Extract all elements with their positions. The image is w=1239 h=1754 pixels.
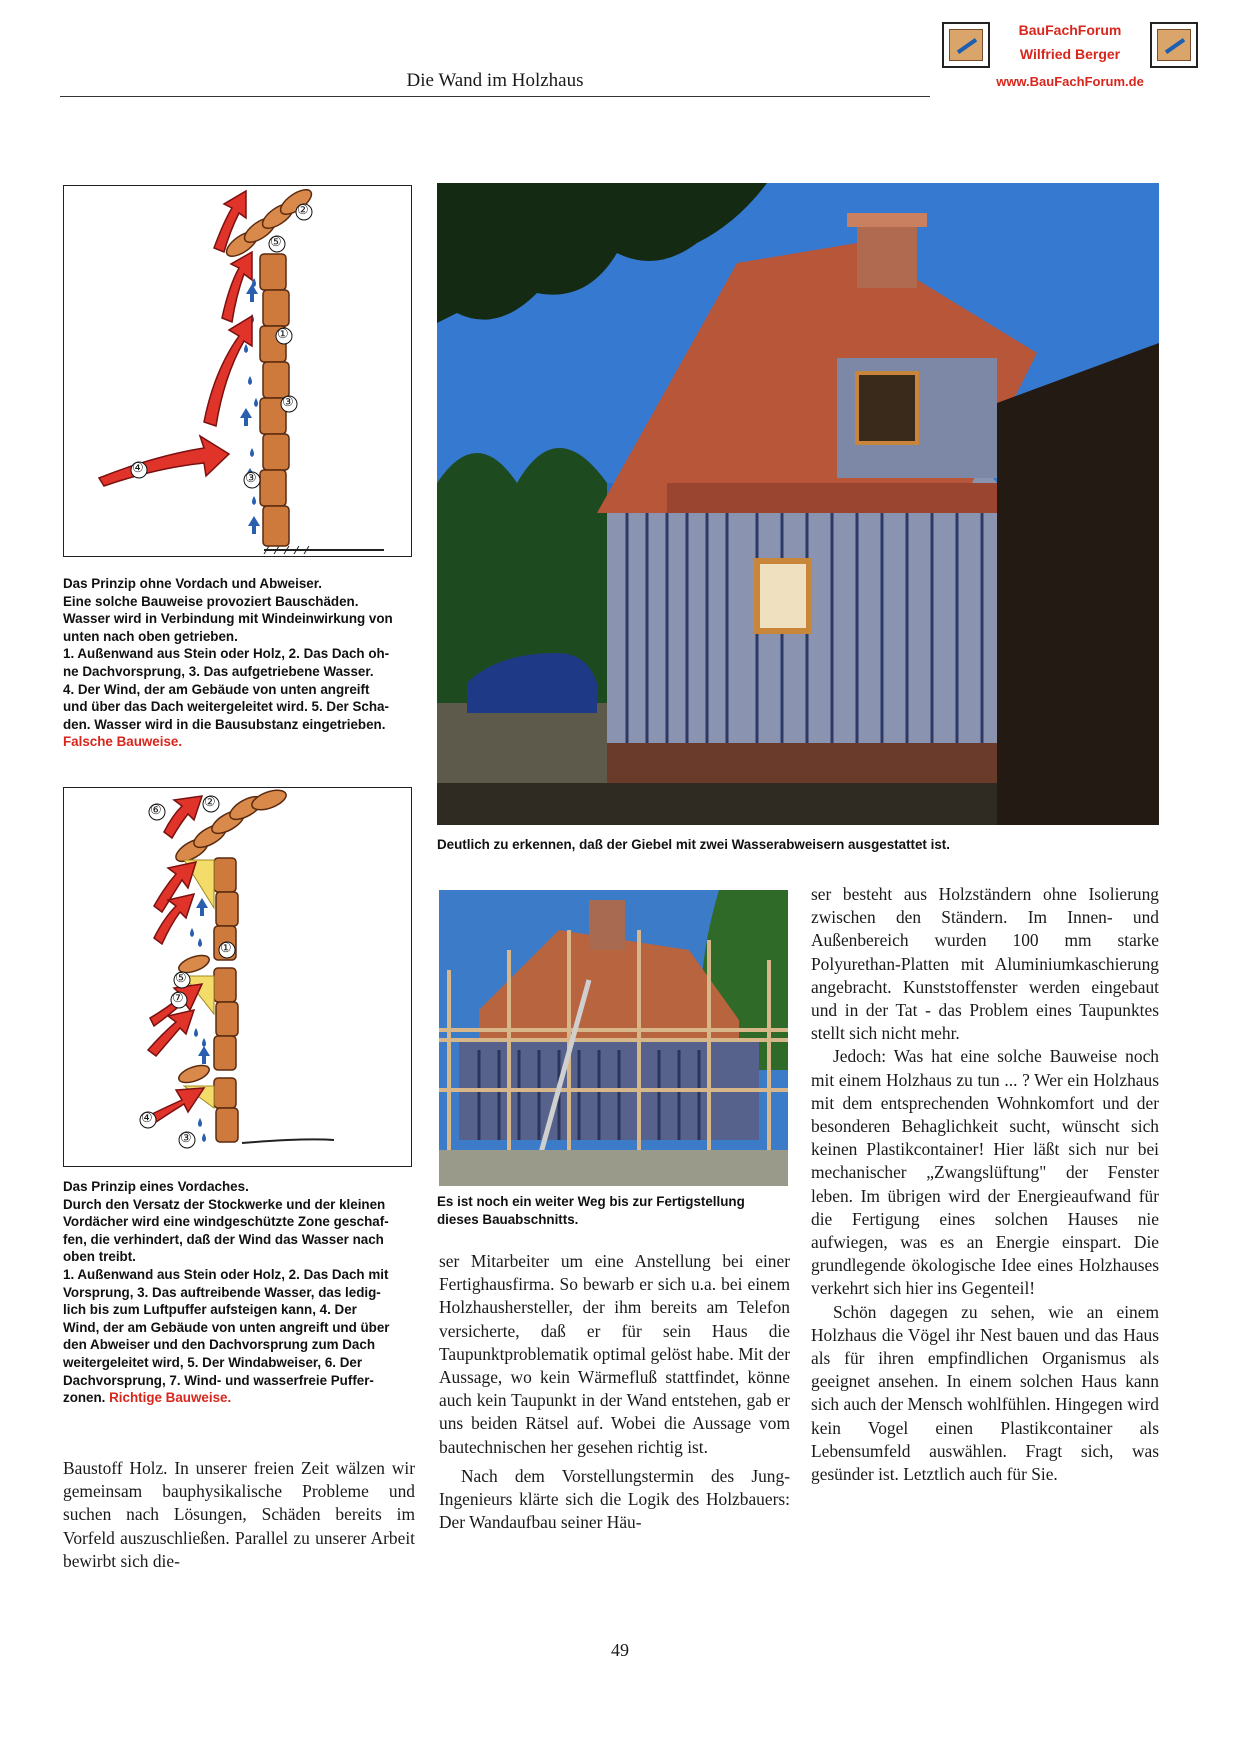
caption2-last-prefix: zonen. bbox=[63, 1390, 106, 1406]
caption1-line: Wasser wird in Verbindung mit Windeinwirkung von bbox=[63, 611, 393, 627]
diagram2-label-4: ④ bbox=[141, 1110, 153, 1125]
forum-logo-left-icon bbox=[942, 22, 990, 68]
forum-stamp[interactable] bbox=[940, 14, 1200, 94]
photo-scaffolding bbox=[439, 890, 788, 1186]
header-rule bbox=[60, 96, 930, 97]
diagram-with-canopy bbox=[63, 787, 412, 1167]
caption2-line: fen, die verhindert, daß der Wind das Wasser nach bbox=[63, 1231, 384, 1247]
caption2-line: Vorsprung, 3. Das auftreibende Wasser, das ledig- bbox=[63, 1284, 381, 1300]
paragraph: Schön dagegen zu sehen, wie an einem Holzhaus die Vögel ihr Nest bauen und das Haus als für ihren empfindlichen Organismus als geeignet ansehen. In einem solchen Haus kann sich auch der Mensch wohlfühlen. Hingegen wird kein Vogel einen Plastikcontainer als Lebensumfeld auswählen. Fragt sich, was gesünder ist. Letztlich auch für Sie. bbox=[811, 1301, 1159, 1485]
diagram1-label-1: ① bbox=[277, 326, 289, 341]
paragraph: Nach dem Vorstellungstermin des Jung-Ingenieurs klärte sich die Logik des Holzbauers: Der Wandaufbau seiner Häu- bbox=[439, 1465, 790, 1533]
column-3-text bbox=[811, 883, 1159, 1486]
caption2-line: Das Prinzip eines Vordaches. bbox=[63, 1179, 249, 1194]
photo2-caption bbox=[437, 1193, 797, 1228]
photo-scaffolding-image bbox=[439, 890, 788, 1186]
caption2-line: Durch den Versatz der Stockwerke und der kleinen bbox=[63, 1196, 386, 1212]
caption1-line: 4. Der Wind, der am Gebäude von unten angreift bbox=[63, 681, 370, 697]
diagram2-label-3: ③ bbox=[180, 1130, 192, 1145]
diagram2-label-7: ⑦ bbox=[172, 990, 184, 1005]
caption2-line: Wind, der am Gebäude von unten angreift und über bbox=[63, 1319, 390, 1335]
diagram1-caption bbox=[63, 575, 415, 751]
caption2-line: 1. Außenwand aus Stein oder Holz, 2. Das Dach mit bbox=[63, 1266, 389, 1282]
forum-name: BauFachForum bbox=[1018, 22, 1122, 38]
column-1-text bbox=[63, 1457, 415, 1573]
diagram2-caption bbox=[63, 1178, 415, 1407]
column-2-text bbox=[439, 1250, 790, 1534]
forum-author: Wilfried Berger bbox=[1019, 46, 1121, 62]
diagram1-label-4: ④ bbox=[132, 460, 144, 475]
caption1-line: ne Dachvorsprung, 3. Das aufgetriebene Wasser. bbox=[63, 663, 374, 679]
paragraph: Baustoff Holz. In unserer freien Zeit wälzen wir gemeinsam bauphysikalische Probleme und suchen nach Lösungen, Schäden bereits im Vorfeld auszuschließen. Parallel zu unserer Arbeit bewirbt sich die- bbox=[63, 1458, 415, 1571]
caption1-line: den. Wasser wird in die Bausubstanz eingetrieben. bbox=[63, 716, 386, 732]
caption2-line: den Abweiser und den Dachvorsprung zum Dach bbox=[63, 1337, 375, 1353]
page-number: 49 bbox=[611, 1640, 629, 1660]
caption1-line: 1. Außenwand aus Stein oder Holz, 2. Das Dach oh- bbox=[63, 646, 390, 662]
caption2-line: lich bis zum Luftpuffer aufsteigen kann, 4. Der bbox=[63, 1302, 357, 1318]
diagram2-label-5: ⑤ bbox=[175, 970, 187, 985]
diagram1-label-5: ⑤ bbox=[270, 234, 282, 249]
photo2-caption-line: Es ist noch ein weiter Weg bis zur Fertigstellung bbox=[437, 1194, 745, 1209]
running-head: Die Wand im Holzhaus bbox=[406, 70, 584, 91]
caption1-line: unten nach oben getrieben. bbox=[63, 628, 238, 644]
caption2-line: oben treibt. bbox=[63, 1249, 136, 1265]
caption1-line: und über das Dach weitergeleitet wird. 5. Der Scha- bbox=[63, 699, 389, 715]
caption1-verdict: Falsche Bauweise. bbox=[63, 734, 183, 750]
caption1-line: Das Prinzip ohne Vordach und Abweiser. bbox=[63, 576, 322, 591]
diagram1-label-3: ③ bbox=[282, 394, 294, 409]
paragraph: ser Mitarbeiter um eine Anstellung bei einer Fertighausfirma. So bewarb er sich u.a. bei einem Holzhaushersteller, der ihm bereits am Telefon versicherte, daß er für sein Haus die Taupunktproblematik optimal gelöst habe. Mit der Aussage, wo kein Wärmefluß stattfindet, könne auch kein Taupunkt in der Wand entstehen, gab er uns beiden Rätsel auf. Wobei die Aussage vom bautechnischen her gesehen richtig ist. bbox=[439, 1251, 790, 1457]
diagram2-label-6: ⑥ bbox=[150, 802, 162, 817]
photo-house-gable bbox=[437, 183, 1159, 825]
caption2-line: weitergeleitet wird, 5. Der Windabweiser, 6. Der bbox=[63, 1354, 363, 1370]
photo1-caption: Deutlich zu erkennen, daß der Giebel mit zwei Wasserabweisern ausgestattet ist. bbox=[437, 837, 950, 852]
caption2-line: Dachvorsprung, 7. Wind- und wasserfreie Puffer- bbox=[63, 1372, 374, 1388]
diagram-with-canopy-drawing bbox=[64, 788, 413, 1168]
photo-house-gable-image bbox=[437, 183, 1159, 825]
caption2-verdict: Richtige Bauweise. bbox=[109, 1390, 232, 1406]
diagram2-label-1: ① bbox=[220, 940, 232, 955]
caption2-line: Vordächer wird eine windgeschützte Zone geschaf- bbox=[63, 1214, 389, 1230]
photo2-caption-line: dieses Bauabschnitts. bbox=[437, 1211, 579, 1227]
diagram-without-canopy-drawing bbox=[64, 186, 413, 558]
forum-logo-right-icon bbox=[1150, 22, 1198, 68]
forum-url-link[interactable]: www.BauFachForum.de bbox=[996, 74, 1144, 89]
paragraph: ser besteht aus Holzständern ohne Isolierung zwischen den Ständern. Im Innen- und Außenbereich wurden 100 mm starke Polyurethan-Platten mit Aluminiumkaschierung angebracht. Kunststoffenster werden eingebaut und in der Tat - das Problem eines Taupunktes stellt sich nicht mehr. bbox=[811, 884, 1159, 1044]
caption1-line: Eine solche Bauweise provoziert Bauschäden. bbox=[63, 593, 359, 609]
diagram2-label-2: ② bbox=[204, 794, 216, 809]
diagram-without-canopy bbox=[63, 185, 412, 557]
diagram1-label-3b: ③ bbox=[245, 470, 257, 485]
caption2-last-line bbox=[63, 1389, 415, 1407]
diagram1-label-2: ② bbox=[297, 202, 309, 217]
paragraph: Jedoch: Was hat eine solche Bauweise noch mit einem Holzhaus zu tun ... ? Wer ein Holzhaus mit dem entsprechenden Wohnkomfort und der besonderen Behaglichkeit sucht, wünscht sich keinen Plastikcontainer! Hier läßt sich nur bei mechanischer „Zwangslüftung" der Fenster leben. Im übrigen wird der Energieaufwand für die Fertigung eines solchen Hauses nie aufwiegen, was es an Energie einspart. Die grundlegende ökologische Idee eines Holzhauses verkehrt sich hier ins Gegenteil! bbox=[811, 1046, 1159, 1299]
